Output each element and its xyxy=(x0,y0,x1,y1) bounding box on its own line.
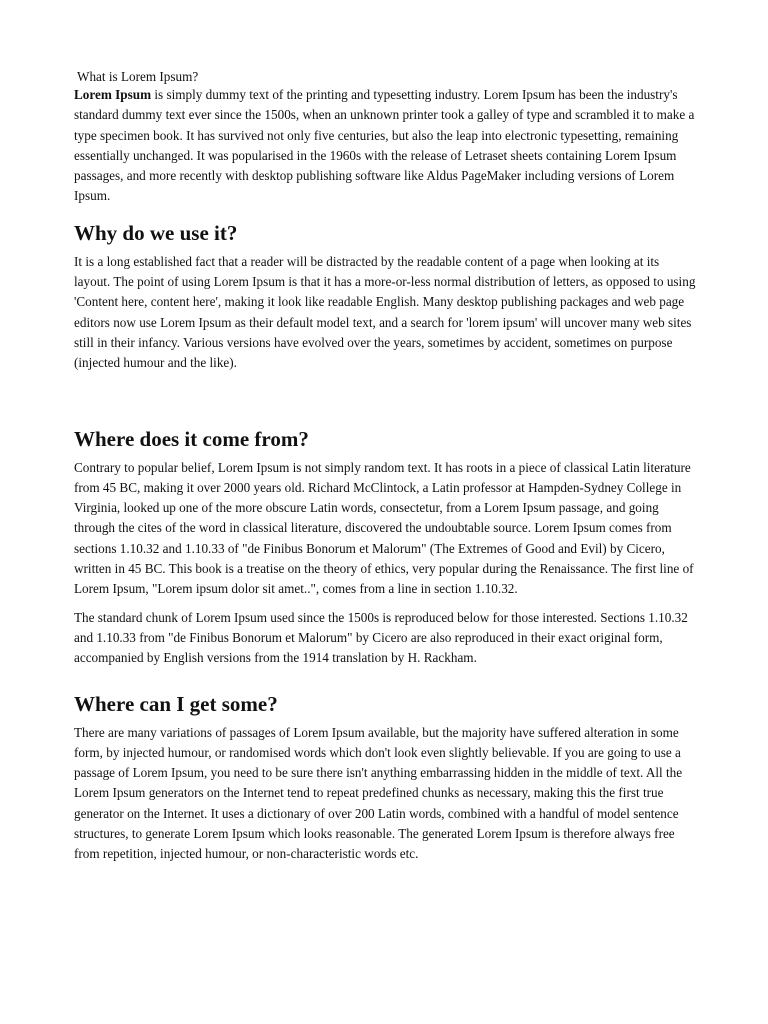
where-heading: Where does it come from? xyxy=(74,426,309,451)
intro-title: What is Lorem Ipsum? xyxy=(77,69,199,84)
where-paragraph-1: Contrary to popular belief, Lorem Ipsum is not simply random text. It has roots in a piece of classical Latin literature from 45 BC, making it over 2000 years old. Richard McClintock, a Latin professor at Hampden-Sydney College in Virginia, looked up one of the more obscure Latin words, consectetur, from a Lorem Ipsum passage, and going through the cites of the word in classical literature, discovered the undoubtable source. Lorem Ipsum comes from sections 1.10.32 and 1.10.33 of "de Finibus Bonorum et Malorum" (The Extremes of Good and Evil) by Cicero, written in 45 BC. This book is a treatise on the theory of ethics, very popular during the Renaissance. The first line of Lorem Ipsum, "Lorem ipsum dolor sit amet..", comes from a line in section 1.10.32. xyxy=(74,459,694,597)
get-heading: Where can I get some? xyxy=(74,691,278,716)
document-page xyxy=(74,69,698,865)
intro-paragraph xyxy=(74,85,698,207)
intro-lead-bold: Lorem Ipsum xyxy=(74,87,152,102)
where-paragraph-2: The standard chunk of Lorem Ipsum used since the 1500s is reproduced below for those interested. Sections 1.10.32 and 1.10.33 from "de Finibus Bonorum et Malorum" by Cicero are also reproduced in their exact original form, accompanied by English versions from the 1914 translation by H. Rackham. xyxy=(74,609,688,666)
why-paragraph: It is a long established fact that a reader will be distracted by the readable content of a page when looking at its layout. The point of using Lorem Ipsum is that it has a more-or-less normal distribution of letters, as opposed to using 'Content here, content here', making it look like readable English. Many desktop publishing packages and web page editors now use Lorem Ipsum as their default model text, and a search for 'lorem ipsum' will uncover many web sites still in their infancy. Various versions have evolved over the years, sometimes by accident, sometimes on purpose (injected humour and the like). xyxy=(74,253,696,371)
intro-lead-rest: is simply dummy text of the printing and typesetting industry. Lorem Ipsum has been the industry's standard dummy text ever since the 1500s, when an unknown printer took a galley of type and scrambled it to make a type specimen book. It has survived not only five centuries, but also the leap into electronic typesetting, remaining essentially unchanged. It was popularised in the 1960s with the release of Letraset sheets containing Lorem Ipsum passages, and more recently with desktop publishing software like Aldus PageMaker including versions of Lorem Ipsum. xyxy=(74,87,695,204)
why-heading: Why do we use it? xyxy=(74,220,238,245)
get-paragraph: There are many variations of passages of Lorem Ipsum available, but the majority have suffered alteration in some form, by injected humour, or randomised words which don't look even slightly believable. If you are going to use a passage of Lorem Ipsum, you need to be sure there isn't anything embarrassing hidden in the middle of text. All the Lorem Ipsum generators on the Internet tend to repeat predefined chunks as necessary, making this the first true generator on the Internet. It uses a dictionary of over 200 Latin words, combined with a handful of model sentence structures, to generate Lorem Ipsum which looks reasonable. The generated Lorem Ipsum is therefore always free from repetition, injected humour, or non-characteristic words etc. xyxy=(74,724,683,862)
